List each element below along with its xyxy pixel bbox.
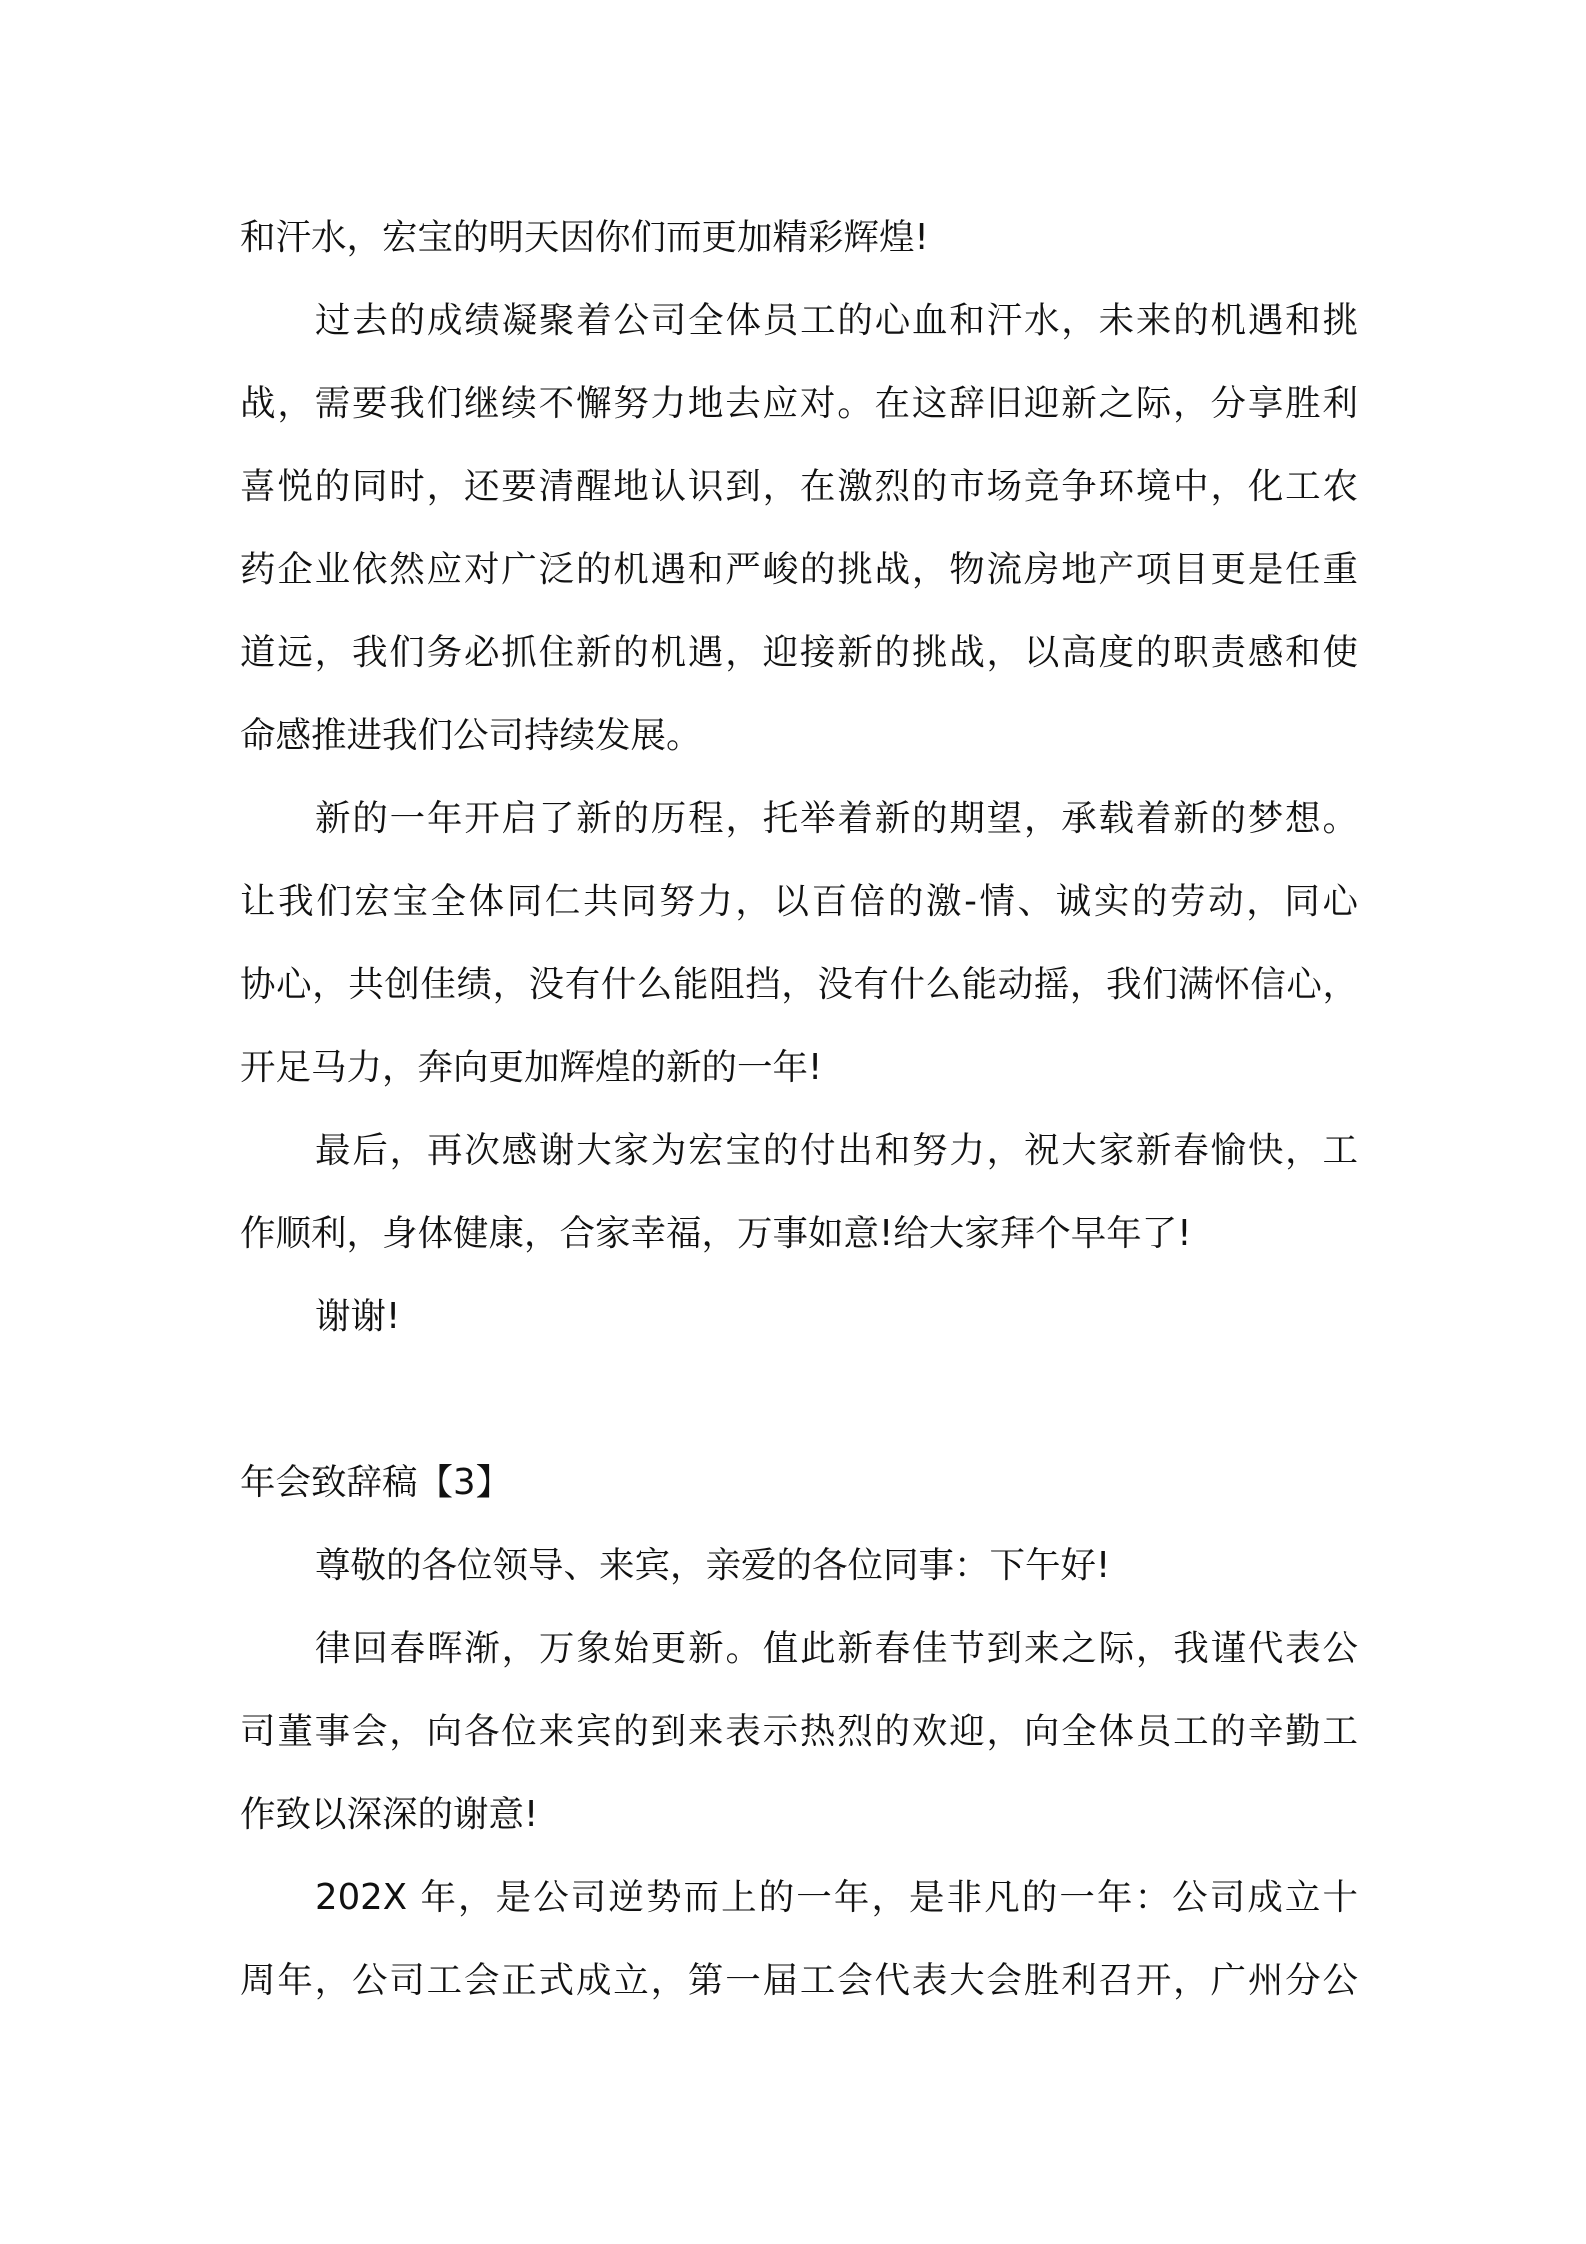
paragraph-line: 司董事会，向各位来宾的到来表示热烈的欢迎，向全体员工的辛勤工 [240, 1711, 1358, 1752]
paragraph-line: 和汗水，宏宝的明天因你们而更加精彩辉煌! [240, 217, 929, 258]
paragraph-line: 药企业依然应对广泛的机遇和严峻的挑战，物流房地产项目更是任重 [240, 549, 1358, 590]
section-heading: 年会致辞稿【3】 [240, 1462, 512, 1503]
paragraph-line: 作顺利，身体健康，合家幸福，万事如意!给大家拜个早年了! [240, 1213, 1192, 1254]
paragraph-line: 新的一年开启了新的历程，托举着新的期望，承载着新的梦想。 [315, 798, 1358, 839]
paragraph-line: 命感推进我们公司持续发展。 [240, 715, 702, 756]
paragraph-line: 谢谢! [315, 1296, 401, 1337]
paragraph-line: 过去的成绩凝聚着公司全体员工的心血和汗水，未来的机遇和挑 [315, 300, 1358, 341]
paragraph-line: 律回春晖渐，万象始更新。值此新春佳节到来之际，我谨代表公 [315, 1628, 1358, 1669]
paragraph-line: 道远，我们务必抓住新的机遇，迎接新的挑战，以高度的职责感和使 [240, 632, 1358, 673]
paragraph-line: 最后，再次感谢大家为宏宝的付出和努力，祝大家新春愉快，工 [315, 1130, 1358, 1171]
paragraph-line: 开足马力，奔向更加辉煌的新的一年! [240, 1047, 823, 1088]
paragraph-line: 周年，公司工会正式成立，第一届工会代表大会胜利召开，广州分公 [240, 1960, 1358, 2001]
section-spacer [240, 1358, 1358, 1441]
paragraph-line: 喜悦的同时，还要清醒地认识到，在激烈的市场竞争环境中，化工农 [240, 466, 1358, 507]
paragraph-line: 战，需要我们继续不懈努力地去应对。在这辞旧迎新之际，分享胜利 [240, 383, 1358, 424]
paragraph-line: 202X 年，是公司逆势而上的一年，是非凡的一年：公司成立十 [315, 1877, 1358, 1918]
paragraph-line: 协心，共创佳绩，没有什么能阻挡，没有什么能动摇，我们满怀信心， [240, 964, 1358, 1005]
paragraph-line: 作致以深深的谢意! [240, 1794, 539, 1835]
paragraph-line: 尊敬的各位领导、来宾，亲爱的各位同事：下午好! [315, 1545, 1111, 1586]
paragraph-line: 让我们宏宝全体同仁共同努力，以百倍的激-情、诚实的劳动，同心 [240, 881, 1358, 922]
document-body [240, 196, 1358, 2022]
